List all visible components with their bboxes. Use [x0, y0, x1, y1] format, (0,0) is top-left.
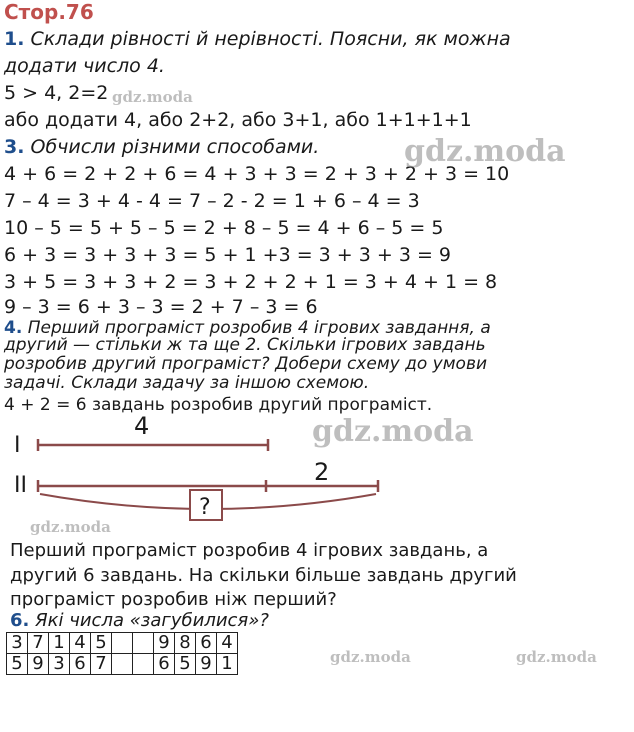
watermark: gdz.moda — [516, 648, 597, 666]
grid-cell: 7 — [28, 633, 49, 654]
grid-cell — [112, 654, 133, 675]
label-i: I — [14, 433, 21, 458]
grid-cell: 5 — [7, 654, 28, 675]
task4-answer: 4 + 2 = 6 завдань розробив другий програміст. — [4, 395, 433, 415]
task3-heading — [4, 136, 319, 158]
task1-text: Склади рівності й нерівності. Поясни, як можна — [30, 28, 511, 50]
number-grid — [6, 632, 238, 675]
task1-heading — [4, 28, 511, 50]
grid-cell: 8 — [175, 633, 196, 654]
grid-row — [7, 633, 238, 654]
equation-line: 6 + 3 = 3 + 3 + 3 = 5 + 1 +3 = 3 + 3 + 3 = 9 — [4, 244, 452, 266]
watermark: gdz.moda — [30, 518, 111, 536]
grid-row — [7, 654, 238, 675]
task4-text-2: другий — стільки ж та ще 2. Скільки ігрових завдань — [4, 335, 486, 355]
grid-cell: 3 — [7, 633, 28, 654]
task1-answer-1: 5 > 4, 2=2 — [4, 82, 109, 104]
equation-line: 9 – 3 = 6 + 3 – 3 = 2 + 7 – 3 = 6 — [4, 296, 318, 318]
task4-text-4: задачі. Склади задачу за іншою схемою. — [4, 373, 370, 393]
equation-line: 7 – 4 = 3 + 4 - 4 = 7 – 2 - 2 = 1 + 6 – 4 = 3 — [4, 190, 420, 212]
task1-number: 1. — [4, 28, 25, 50]
equation-line: 4 + 6 = 2 + 2 + 6 = 4 + 3 + 3 = 2 + 3 + 2 + 3 = 10 — [4, 163, 510, 185]
problem-text-2: другий 6 завдань. На скільки більше завдань другий — [10, 565, 517, 586]
watermark: gdz.moda — [330, 648, 411, 666]
grid-cell: 1 — [49, 633, 70, 654]
task3-text: Обчисли різними способами. — [30, 136, 320, 158]
watermark: gdz.moda — [312, 414, 474, 449]
value-bottom: 2 — [314, 458, 330, 486]
task4-number: 4. — [4, 318, 23, 338]
task1-text-2: додати число 4. — [4, 55, 165, 77]
label-ii: II — [14, 473, 27, 498]
grid-cell: 5 — [175, 654, 196, 675]
grid-cell: 4 — [217, 633, 238, 654]
problem-text-1: Перший програміст розробив 4 ігрових завдань, а — [10, 540, 489, 561]
grid-cell: 5 — [91, 633, 112, 654]
grid-cell: 3 — [49, 654, 70, 675]
grid-cell: 6 — [196, 633, 217, 654]
grid-cell — [133, 633, 154, 654]
grid-cell: 6 — [154, 654, 175, 675]
task3-number: 3. — [4, 136, 25, 158]
equation-line: 3 + 5 = 3 + 3 + 2 = 3 + 2 + 2 + 1 = 3 + 4 + 1 = 8 — [4, 271, 498, 293]
watermark: gdz.moda — [404, 134, 566, 169]
grid-cell: 6 — [70, 654, 91, 675]
task6-heading — [10, 610, 269, 632]
grid-cell — [112, 633, 133, 654]
question-mark: ? — [199, 495, 211, 520]
grid-cell: 9 — [28, 654, 49, 675]
grid-cell: 1 — [217, 654, 238, 675]
grid-cell: 9 — [196, 654, 217, 675]
grid-cell: 4 — [70, 633, 91, 654]
task6-text: Які числа «загубилися»? — [35, 610, 269, 631]
problem-text-3: програміст розробив ніж перший? — [10, 589, 337, 610]
value-top: 4 — [134, 412, 150, 440]
watermark: gdz.moda — [112, 88, 193, 106]
equation-line: 10 – 5 = 5 + 5 – 5 = 2 + 8 – 5 = 4 + 6 – 5 = 5 — [4, 217, 444, 239]
page-title: Стор.76 — [4, 0, 94, 24]
grid-cell: 9 — [154, 633, 175, 654]
task4-text-3: розробив другий програміст? Добери схему до умови — [4, 354, 488, 374]
grid-cell: 7 — [91, 654, 112, 675]
task1-answer-2: або додати 4, або 2+2, або 3+1, або 1+1+1+1 — [4, 109, 472, 131]
task4-text-1: Перший програміст розробив 4 ігрових завдання, а — [27, 318, 491, 338]
task6-number: 6. — [10, 610, 30, 631]
grid-cell — [133, 654, 154, 675]
